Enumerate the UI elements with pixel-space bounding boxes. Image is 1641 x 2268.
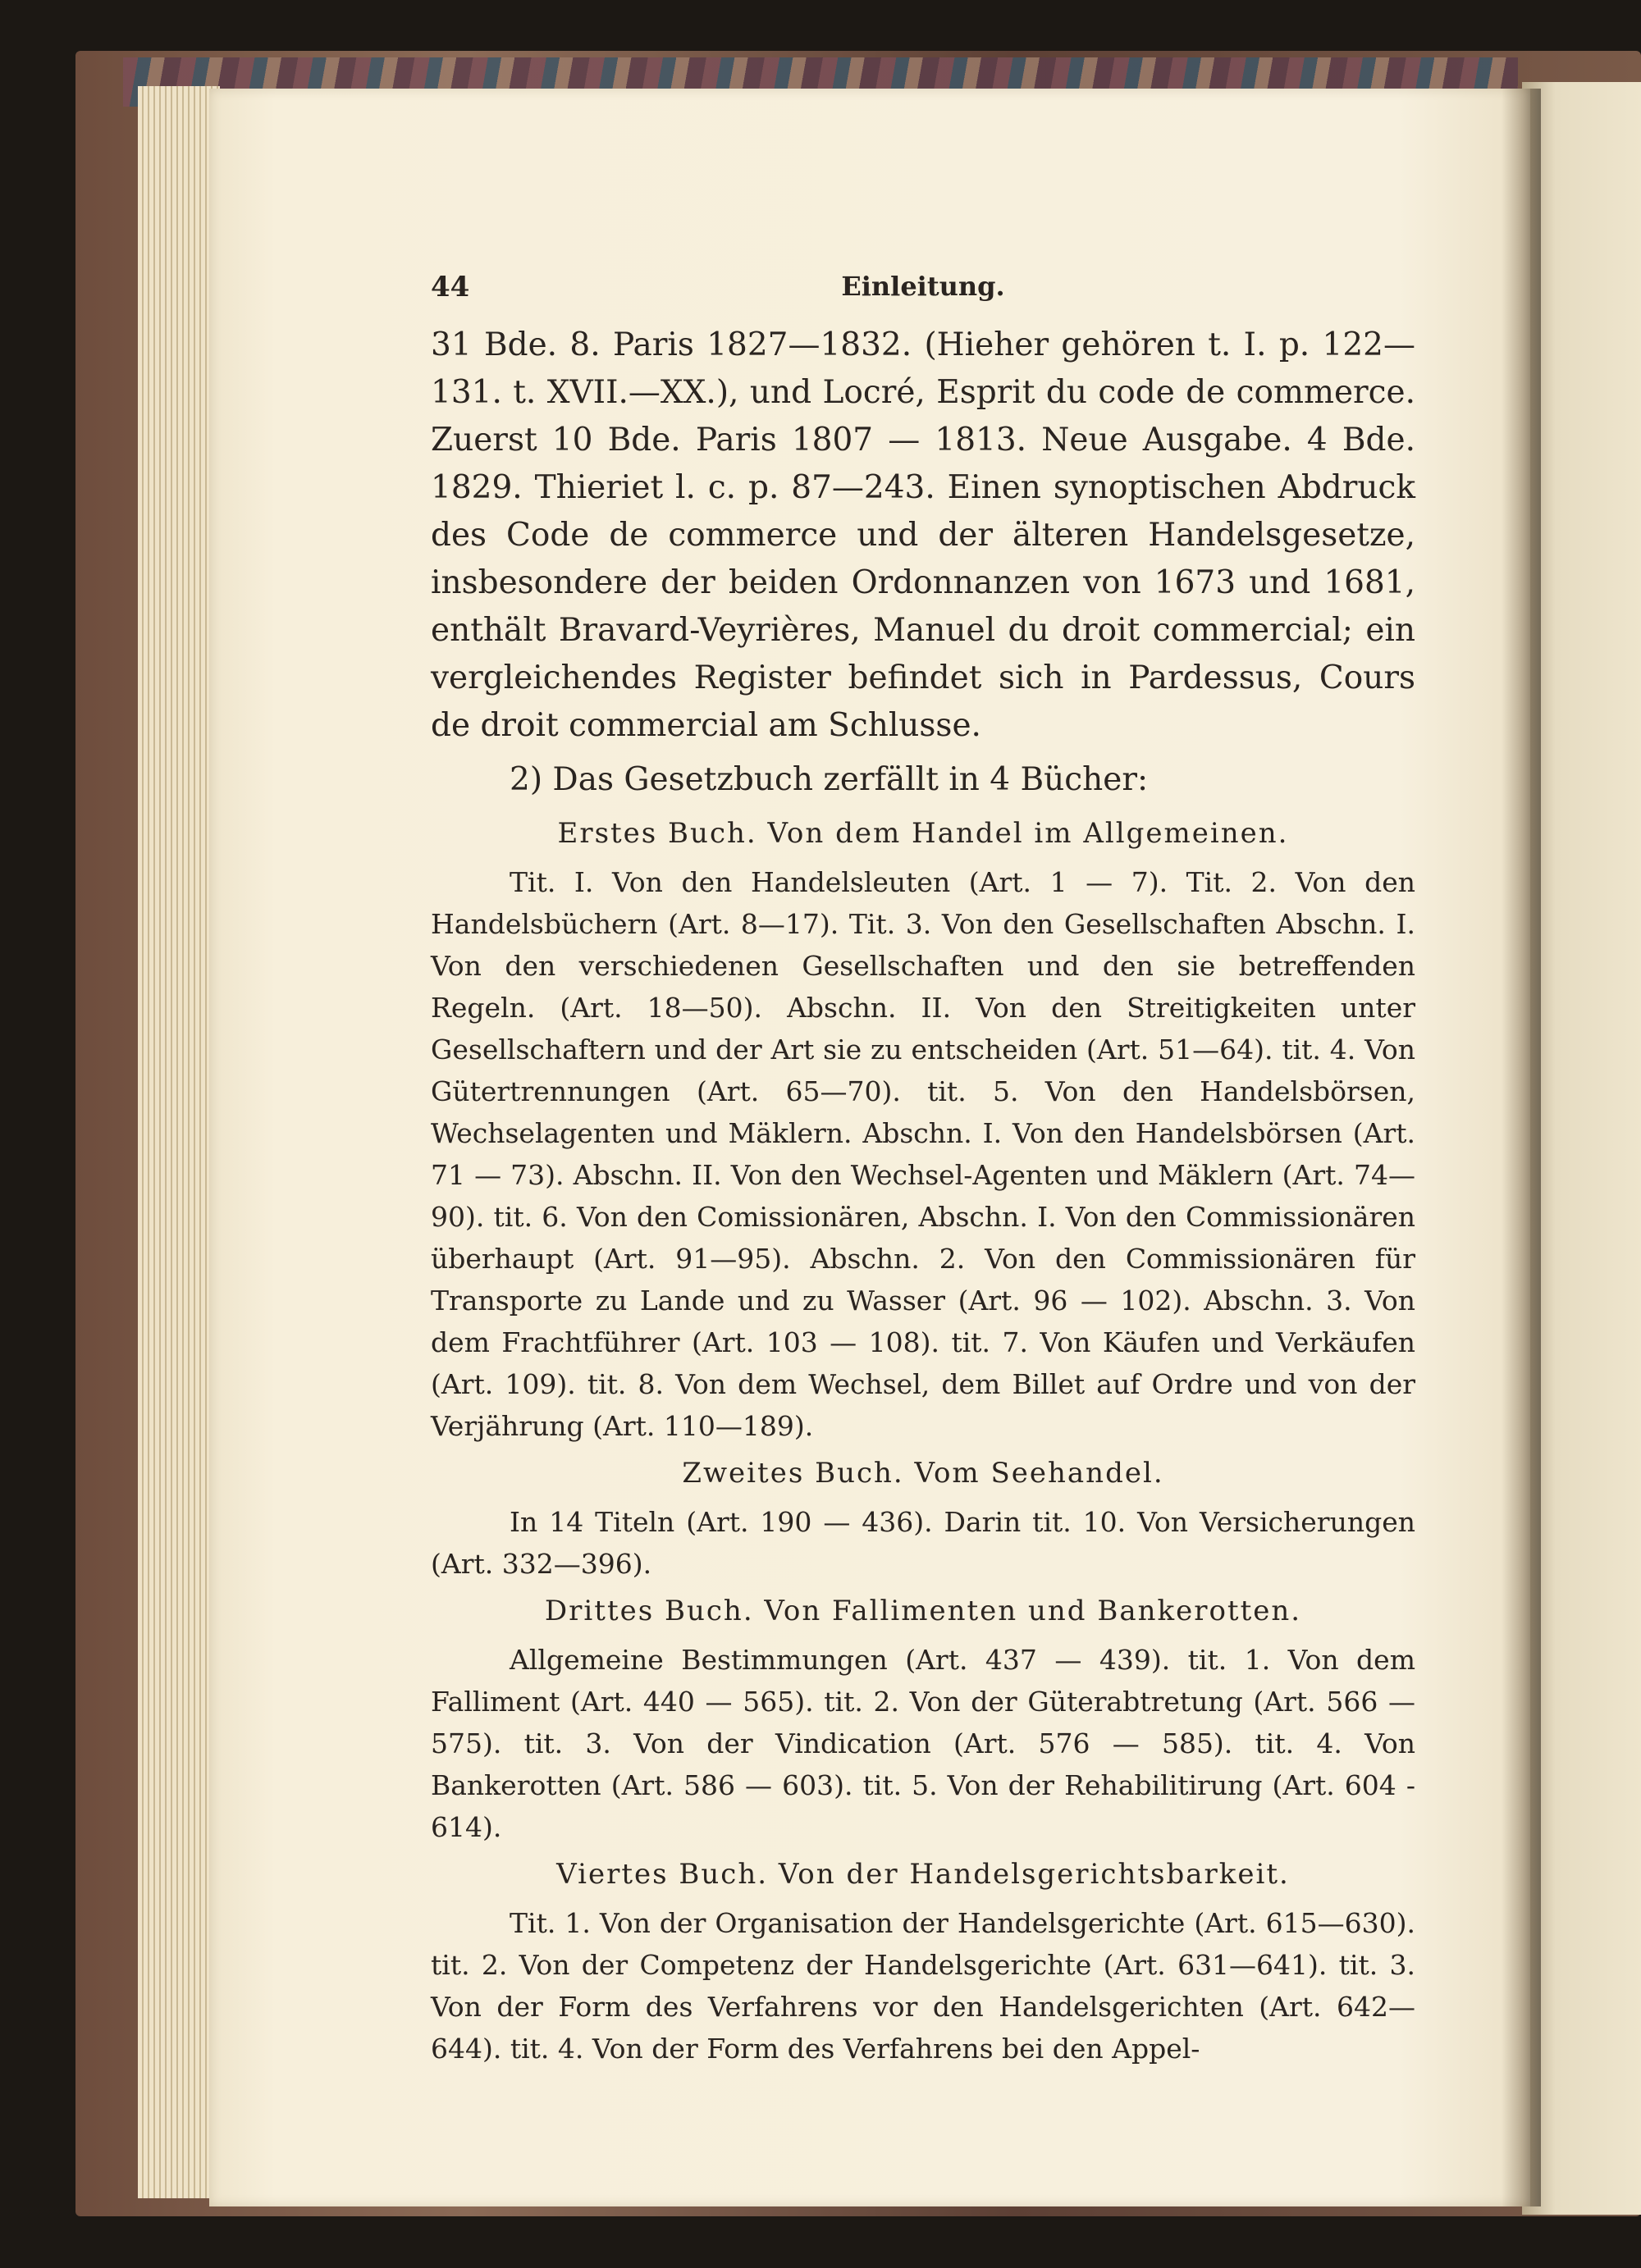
book-4-text: Tit. 1. Von der Organisation der Handelsgerichte (Art. 615—630). tit. 2. Von der Competenz der Handelsgerichte (Art. 631—641). tit. 3. Von der Form des Verfahrens vor den Handelsgerichten (Art. 642—644). tit. 4. Von der Form des Verfahrens bei den Appel- (431, 1907, 1415, 2065)
page-number: 44 (431, 271, 470, 303)
page-gutter-shadow (1502, 89, 1541, 2206)
division-sentence: 2) Das Gesetzbuch zerfällt in 4 Bücher: (510, 761, 1149, 798)
book-2-text: In 14 Titeln (Art. 190 — 436). Darin tit. 10. Von Versicherungen (Art. 332—396). (431, 1506, 1415, 1580)
book-1-section (431, 810, 1415, 1447)
running-title: Einleitung. (841, 271, 1005, 302)
page-content (431, 271, 1415, 2069)
book-3-heading: Drittes Buch. Von Fallimenten und Bankerotten. (544, 1595, 1302, 1627)
book-4-heading: Viertes Buch. Von der Handelsgerichtsbarkeit. (556, 1858, 1290, 1891)
intro-paragraph: 31 Bde. 8. Paris 1827—1832. (Hieher gehören t. I. p. 122—131. t. XVII.—XX.), und Locré, Esprit du code de commerce. Zuerst 10 Bde. Paris 1807 — 1813. Neue Ausgabe. 4 Bde. 1829. Thieriet l. c. p. 87—243. Einen synoptischen Abdruck des Code de commerce und der älteren Handelsgesetze, insbesondere der beiden Ordonnanzen von 1673 und 1681, enthält Bravard-Veyrières, Manuel du droit commercial; ein vergleichendes Register befindet sich in Pardessus, Cours de droit commercial am Schlusse. (431, 326, 1415, 744)
book-3-text: Allgemeine Bestimmungen (Art. 437 — 439). tit. 1. Von dem Falliment (Art. 440 — 565). tit. 2. Von der Güterabtretung (Art. 566 — 575). tit. 3. Von der Vindication (Art. 576 — 585). tit. 4. Von Bankerotten (Art. 586 — 603). tit. 5. Von der Rehabilitirung (Art. 604 - 614). (431, 1644, 1415, 1843)
book-3-section (431, 1588, 1415, 1848)
intro-block (431, 322, 1415, 804)
book-1-heading: Erstes Buch. Von dem Handel im Allgemeinen. (557, 817, 1289, 850)
book-1-text: Tit. I. Von den Handelsleuten (Art. 1 — 7). Tit. 2. Von den Handelsbüchern (Art. 8—17). Tit. 3. Von den Gesellschaften Abschn. I. Von den verschiedenen Gesellschaften und den sie betreffenden Regeln. (Art. 18—50). Abschn. II. Von den Streitigkeiten unter Gesellschaftern und der Art sie zu entscheiden (Art. 51—64). tit. 4. Von Gütertrennungen (Art. 65—70). tit. 5. Von den Handelsbörsen, Wechselagenten und Mäklern. Abschn. I. Von den Handelsbörsen (Art. 71 — 73). Abschn. II. Von den Wechsel-Agenten und Mäklern (Art. 74—90). tit. 6. Von den Comissionären, Abschn. I. Von den Commissionären überhaupt (Art. 91—95). Abschn. 2. Von den Commissionären für Transporte zu Lande und zu Wasser (Art. 96 — 102). Abschn. 3. Von dem Frachtführer (Art. 103 — 108). tit. 7. Von Käufen und Verkäufen (Art. 109). tit. 8. Von dem Wechsel, dem Billet auf Ordre und von der Verjährung (Art. 110—189). (431, 866, 1415, 1442)
page-edges (138, 86, 220, 2198)
page-header (431, 271, 1415, 322)
book-2-section (431, 1450, 1415, 1585)
book-2-heading: Zweites Buch. Vom Seehandel. (682, 1457, 1164, 1490)
book-4-section (431, 1851, 1415, 2069)
